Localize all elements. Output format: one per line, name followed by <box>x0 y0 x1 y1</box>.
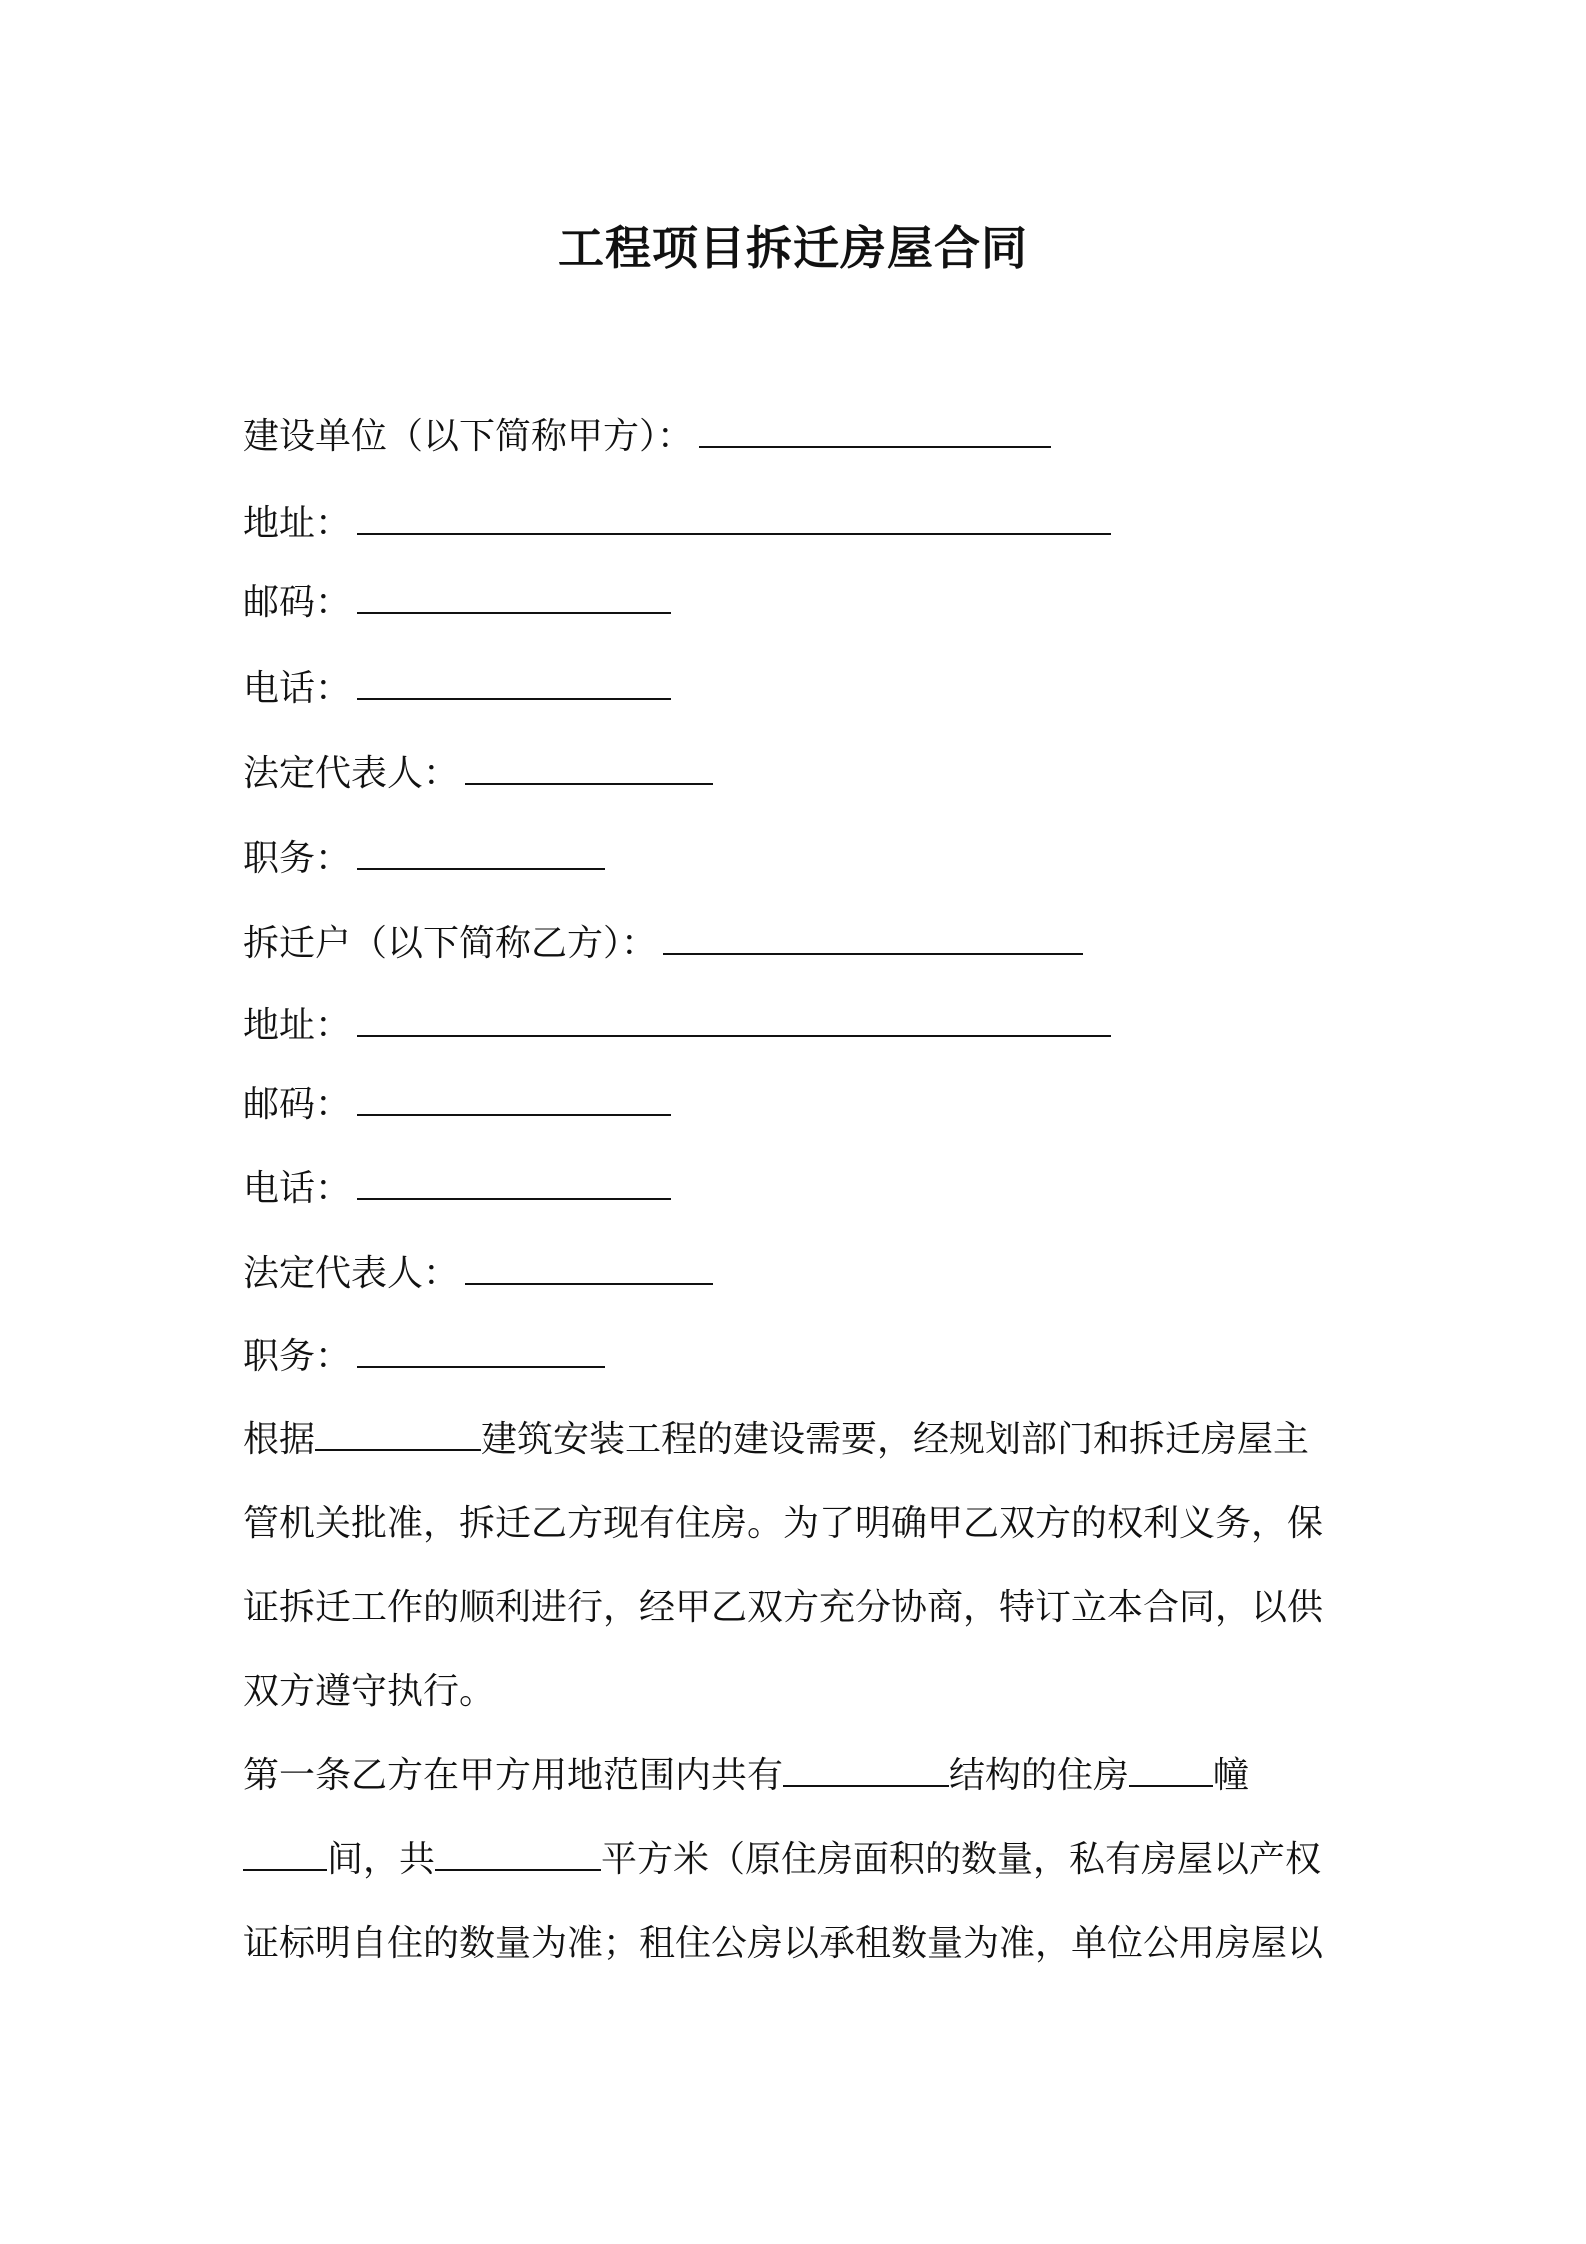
party-b-phone-blank[interactable] <box>357 1188 671 1200</box>
party-a-name-blank[interactable] <box>699 436 1051 448</box>
party-b-legal-rep-label: 法定代表人： <box>243 1253 460 1294</box>
preamble-line-1 <box>243 1398 1363 1482</box>
party-a-name-field <box>243 413 1051 461</box>
building-count-blank[interactable] <box>1129 1775 1213 1787</box>
article-text: 第一条乙方在甲方用地范围内共有 <box>243 1755 784 1796</box>
party-a-phone-blank[interactable] <box>357 688 671 700</box>
party-b-phone-field <box>243 1165 671 1213</box>
party-a-phone-field <box>243 665 671 713</box>
party-a-postcode-field <box>243 579 671 627</box>
party-a-position-label: 职务： <box>243 838 352 879</box>
party-b-name-label: 拆迁户（以下简称乙方）： <box>243 923 658 964</box>
party-b-name-field <box>243 920 1083 968</box>
preamble-paragraph <box>243 1398 1363 1734</box>
preamble-line-3: 证拆迁工作的顺利进行，经甲乙双方充分协商，特订立本合同，以供 <box>243 1587 1324 1628</box>
preamble-text: 建筑安装工程的建设需要，经规划部门和拆迁房屋主 <box>481 1419 1310 1460</box>
article-text: 平方米（原住房面积的数量，私有房屋以产权 <box>601 1839 1322 1880</box>
party-a-address-label: 地址： <box>243 503 352 544</box>
party-b-legal-rep-blank[interactable] <box>465 1273 713 1285</box>
party-b-position-label: 职务： <box>243 1336 352 1377</box>
party-b-postcode-field <box>243 1081 671 1129</box>
party-b-phone-label: 电话： <box>243 1168 352 1209</box>
structure-type-blank[interactable] <box>783 1775 949 1787</box>
party-b-address-blank[interactable] <box>357 1025 1111 1037</box>
party-b-name-blank[interactable] <box>663 943 1083 955</box>
party-b-address-field <box>243 1002 1111 1050</box>
article-text: 结构的住房 <box>949 1755 1130 1796</box>
party-a-legal-rep-blank[interactable] <box>465 773 713 785</box>
article-1-line-1 <box>243 1734 1363 1818</box>
article-text: 间，共 <box>327 1839 436 1880</box>
area-blank[interactable] <box>435 1859 601 1871</box>
preamble-line-2: 管机关批准，拆迁乙方现有住房。为了明确甲乙双方的权利义务，保 <box>243 1503 1324 1544</box>
party-b-legal-rep-field <box>243 1250 713 1298</box>
party-a-position-field <box>243 835 605 883</box>
party-a-postcode-blank[interactable] <box>357 602 671 614</box>
party-b-address-label: 地址： <box>243 1005 352 1046</box>
article-1-line-3: 证标明自住的数量为准；租住公房以承租数量为准，单位公用房屋以 <box>243 1923 1324 1964</box>
article-1-paragraph <box>243 1734 1363 1986</box>
article-1-line-2 <box>243 1818 1363 1902</box>
page-title: 工程项目拆迁房屋合同 <box>558 221 1028 275</box>
party-a-postcode-label: 邮码： <box>243 582 352 623</box>
party-a-address-blank[interactable] <box>357 523 1111 535</box>
party-a-legal-rep-label: 法定代表人： <box>243 753 460 794</box>
party-a-name-label: 建设单位（以下简称甲方）： <box>243 416 694 457</box>
party-b-postcode-blank[interactable] <box>357 1104 671 1116</box>
preamble-line-4: 双方遵守执行。 <box>243 1671 496 1712</box>
party-a-address-field <box>243 500 1111 548</box>
party-a-legal-rep-field <box>243 750 713 798</box>
room-count-blank[interactable] <box>243 1859 327 1871</box>
preamble-text: 根据 <box>243 1419 316 1460</box>
party-b-postcode-label: 邮码： <box>243 1084 352 1125</box>
party-a-phone-label: 电话： <box>243 668 352 709</box>
party-b-position-blank[interactable] <box>357 1356 605 1368</box>
article-text: 幢 <box>1213 1755 1250 1796</box>
party-a-position-blank[interactable] <box>357 858 605 870</box>
party-b-position-field <box>243 1333 605 1381</box>
project-name-blank[interactable] <box>315 1439 481 1451</box>
